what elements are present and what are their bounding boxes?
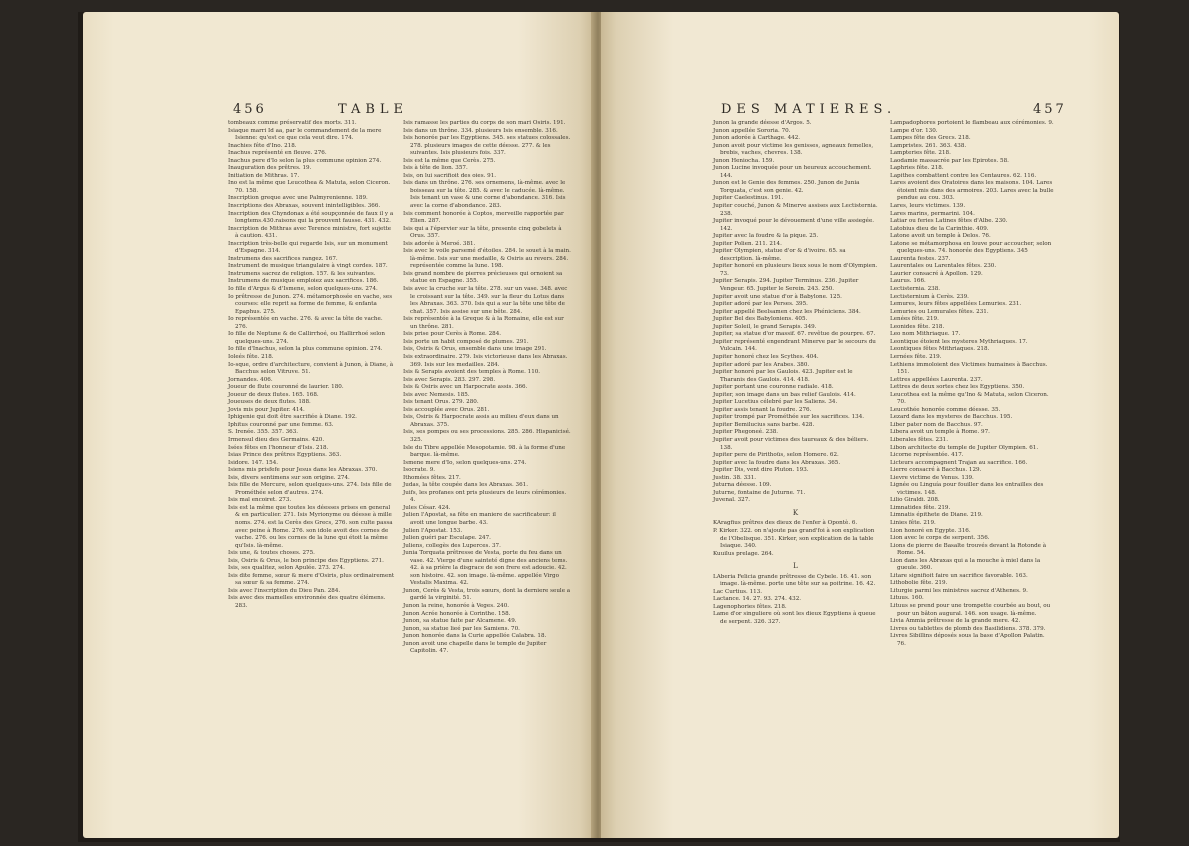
index-entry: Livia Ammia prêtresse de la grande mere. 42. — [890, 618, 1021, 625]
index-entry: Ismene mere d'Io, selon quelques-uns. 274. — [403, 459, 527, 466]
index-entry: Jupiter honoré chez les Scythes. 404. — [713, 353, 819, 360]
index-entry: Isis est la même que toutes les déesses prises en general & en particulier. 271. Isis Myrionyme ou déesse à mille noms. 274. est la Cerès des Grecs, 276. son culte passa avec peine à Rome. 276. son idole avoit des cornes de vache. 276. ou les cornes de la lune qui étoit la même qu'Isis. là-même. — [228, 504, 393, 549]
index-entry: Litare signifioit faire un sacrifice favorable. 163. — [890, 572, 1028, 579]
index-entry: Lares, leurs victimes. 139. — [890, 203, 966, 210]
index-entry: Junia Torquata prêtresse de Vesta, porte du feu dans un vase. 42. Vierge d'une sainteté digne des anciens tems. 42. à sa prière la disgrace de son frere est adoucie. 42. son histoire. 42. son image. là-même. appellée Virgo Vestalis Maxima. 42. — [403, 550, 568, 587]
index-entry: Isis mal encoiret. 273. — [228, 497, 292, 504]
index-entry: Latiar ou feries Latines fêtes d'Albe. 230. — [890, 218, 1008, 225]
index-entry: tombeaux comme préservatif des morts. 311. — [228, 120, 357, 126]
index-entry: Isis avec des mamelles environnée des quatre élémens. 283. — [228, 595, 386, 609]
index-entry: Isis avec le voile parsemé d'étoiles. 284. le souet à la main. là-même. Isis sur une medaille, & Osiris au revers. 284. représentée comme la lune. 198. — [403, 248, 571, 270]
index-entry: Isis dite femme, sœur & mere d'Osiris, plus ordinairement sa sœur & sa femme. 274. — [228, 572, 395, 587]
index-entry: Laphries fête. 218. — [890, 165, 944, 172]
index-entry: Initiation de Mithras. 17. — [228, 172, 300, 179]
index-entry: Instrumens de musique emploiez aux sacrifices. 186. — [228, 278, 379, 285]
index-entry: Lion honoré en Egypte. 316. — [890, 527, 971, 534]
index-entry: Isis dans un thrône. 276. ses ornemens, là-même. avec le boisseau sur la tête. 285. & avec le caducée. là-même. Isis tenant un vase & une corne d'abondance. 316. Isis avec la corne d'abondance. 283. — [403, 180, 566, 210]
index-entry: Junon, sa statue lieé par les Samiens. 70. — [403, 625, 520, 632]
index-entry: Lac Curtius. 113. — [713, 588, 763, 595]
index-entry: Isis, Osiris & Orus, le bon principe des Egyptiens. 271. — [228, 557, 384, 564]
index-entry: Leucothée honorée comme déesse. 35. — [890, 406, 1001, 413]
left-page — [83, 12, 595, 838]
index-entry: Isle du Tibre appellée Mesopotamie. 98. à la forme d'une barque. là-même. — [403, 444, 566, 459]
index-entry: Jupiter adoré par les Arabes. 380. — [713, 361, 810, 368]
index-entry: Latobius dieu de la Carinthie. 409. — [890, 225, 989, 232]
index-entry: Jupiter trompé par Prométhée sur les sacrifices. 134. — [713, 414, 865, 421]
index-entry: LAberia Felicia grande prêtresse de Cybele. 16. 41. son image. là-même. porte une tête sur sa poitrine. 16. 42. — [713, 573, 876, 588]
index-entry: Inachus pere d'Io selon la plus commune opinion 274. — [228, 157, 382, 164]
index-entry: Lagenophories fêtes. 218. — [713, 603, 787, 610]
index-entry: Inscription de Mithras avec Terence ministre, fort sujette à caution. 431. — [228, 225, 392, 240]
index-entry: Isis est la même que Cerès. 275. — [403, 157, 496, 164]
index-entry: Inscription très-belle qui regarde Isis, sur un monument d'Espagne. 314. — [228, 240, 388, 255]
index-entry: Lituus. 160. — [890, 595, 924, 602]
index-entry: Junon est le Genie des femmes. 250. Junon de Junia Torquata, c'est son genie. 42. — [713, 180, 860, 194]
index-entry: Jupiter couché, Junon & Minerve assises aux Lectisternia. 238. — [713, 203, 878, 217]
index-entry: Lilio Giraldi. 208. — [890, 497, 940, 504]
index-entry: Isis honorée par les Egyptiens. 345. ses statues colossales. 278. plusieurs images de cette déesse. 277. & les suivantes. Isis plusieurs fois. 337. — [403, 135, 571, 157]
index-entry: Lectisternia. 238. — [890, 286, 941, 293]
index-entry: Junon Acrée honorée à Corinthe. 158. — [403, 610, 511, 617]
index-entry: Jupiter honoré en plusieurs lieux sous le nom d'Olympien. 73. — [713, 263, 878, 277]
index-entry: Laurentales ou Larentales fêtes. 230. — [890, 263, 997, 270]
index-entry: Licorne représentée. 417. — [890, 452, 964, 459]
index-entry: Inscription des Chyndonax a été soupçonnée de faux il y a longtems.430.raisons qui la prouvent fausse. 431. 432. — [228, 210, 394, 225]
index-entry: Juturna déesse. 109. — [713, 482, 772, 489]
running-head: DES MATIERES. — [721, 102, 897, 117]
index-entry: Kuuilus prelage. 264. — [713, 550, 774, 557]
index-entry: Julien l'Apostat, sa fête en maniere de sacrificateur: il avoit une longue barbe. 43. — [403, 512, 556, 526]
index-entry: Inachies fête d'Ino. 218. — [228, 142, 297, 149]
index-entry: Latone se métamorphosa en louve pour accoucher, selon quelques-uns. 74. honorée des Egyptiens. 345 — [890, 240, 1052, 255]
index-entry: Lampadophores portoient le flambeau aux cérémonies. 9. — [890, 120, 1054, 126]
index-entry: Jupiter portant une couronne radiale. 418. — [713, 384, 834, 391]
index-entry: Isis accouplée avec Orus. 281. — [403, 406, 490, 413]
index-entry: Jules César. 424. — [403, 504, 451, 511]
index-entry: Isis grand nombre de pierres précieuses qui ornoient sa statue en Espagne. 355. — [403, 270, 563, 285]
index-entry: Io représentée en vache. 276. & avec la tête de vache. 276. — [228, 316, 383, 330]
index-column — [228, 120, 396, 611]
index-entry: Instrumens sacrez de religion. 157. & les suivantes. — [228, 270, 376, 277]
index-entry: Juvenal. 327. — [713, 497, 751, 504]
index-entry: KAragfius prêtres des dieux de l'enfer à Opontè. 6. — [713, 520, 858, 527]
index-entry: Jupiter Caelestinus. 191. — [713, 195, 784, 202]
index-entry: Lethiens immoloient des Victimes humaines à Bacchus. 151. — [890, 361, 1048, 376]
index-entry: Limnatis épithete de Diane. 219. — [890, 512, 983, 519]
index-entry: Jupiter, son image dans un bas relief Gaulois. 414. — [713, 391, 856, 398]
index-entry: Jupiter appellé Beelsamen chez les Phéniciens. 384. — [713, 308, 861, 315]
index-entry: Leucothea est la même qu'Ino & Matuta, selon Ciceron. 70. — [890, 391, 1049, 406]
index-entry: Isis ramasse les parties du corps de son mari Osiris. 191. — [403, 120, 566, 126]
index-entry: Isis avec Nemesis. 185. — [403, 391, 470, 398]
index-entry: Isis une, & toutes choses. 275. — [228, 550, 315, 557]
index-entry: Limnatides fête. 219. — [890, 504, 951, 511]
index-entry: Junon la reine, honorée à Veges. 240. — [403, 603, 510, 609]
page-number: 457 — [1033, 102, 1067, 117]
index-entry: Iphigenie qui doit être sacrifiée à Diane. 192. — [228, 414, 357, 421]
index-entry: Isocrate. 9. — [403, 467, 436, 474]
index-entry: Liberales fêtes. 231. — [890, 436, 948, 443]
index-entry: Isis qui a l'épervier sur la tête, presente cinq gobelets à Orus. 357. — [403, 225, 562, 240]
index-entry: Ioleés fête. 218. — [228, 353, 274, 360]
index-column — [890, 120, 1055, 648]
index-entry: Linies fête. 219. — [890, 519, 936, 526]
index-entry: Juturne, fontaine de Juturne. 71. — [713, 489, 806, 496]
index-entry: Isis adorée à Meroé. 381. — [403, 240, 476, 247]
index-entry: Lezard dans les mysteres de Bacchus. 195. — [890, 414, 1013, 421]
index-entry: Jupiter Polien. 211. 214. — [713, 240, 782, 247]
index-entry: Isis, on lui sacrifioit des oies. 91. — [403, 172, 497, 179]
index-entry: P. Kirker. 322. on n'ajoute pas grand'foi à son explication de l'Obelisque. 351. Kirker, son explication de la table Isiaque. 340. — [713, 527, 875, 550]
index-entry: Jupiter Dis, vent dire Pluton. 193. — [713, 467, 809, 474]
index-entry: Junon, Cerès & Vesta, trois sœurs, dont la derniere seule a gardé la virginité. 51. — [403, 587, 571, 602]
index-entry: Liturgie parmi les ministres sacrez d'Athenes. 9. — [890, 587, 1028, 594]
index-entry: Jupiter Soleil, le grand Serapis. 349. — [713, 323, 817, 330]
index-entry: Io prêtresse de Junon. 274. métamorphosée en vache, ses courses: elle reprit sa forme de femme, & enfanta Epaphus. 275. — [228, 293, 393, 315]
index-entry: Ino est la même que Leucothea & Matuta, selon Ciceron. 70. 158. — [228, 180, 391, 194]
index-entry: Isiens mis prisfefe pour Jesus dans les Abraxas. 370. — [228, 467, 378, 474]
index-entry: Inauguration des prêtres. 19. — [228, 165, 312, 172]
index-entry: Libon architecte du temple de Jupiter Olympien. 61. — [890, 444, 1039, 451]
index-entry: Lions de pierre de Basalte trouvés devant la Rotonde à Rome. 54. — [890, 542, 1047, 557]
index-entry: Isées fêtes en l'honneur d'Isis. 218. — [228, 444, 329, 451]
index-entry: Leontique étoient les mysteres Mythriaques. 17. — [890, 338, 1028, 345]
index-entry: Lampes fête des Grecs. 218. — [890, 135, 971, 142]
index-entry: Jupiter avoit une statue d'or à Babylone. 125. — [713, 293, 842, 300]
index-entry: Jovis mis pour Jupiter. 414. — [228, 406, 305, 413]
index-entry: Lierre consacré à Bacchus. 129. — [890, 467, 982, 474]
index-entry: Isis, ses qualitez, selon Apulée. 273. 274. — [228, 565, 345, 572]
index-entry: Jupiter assis tenant la foudre. 276. — [713, 406, 812, 413]
index-entry: Lignée ou Linguía pour fouiller dans les entrailles des victimes. 148. — [890, 482, 1044, 496]
index-entry: Junon honorée dans la Curie appellée Calabra. 18. — [403, 633, 547, 640]
index-entry: Isis avec Serapis. 283. 297. 298. — [403, 376, 496, 383]
index-entry: Junon la grande déesse d'Argos. 5. — [713, 120, 812, 126]
index-entry: Laodamie massacrée par les Epirotes. 58. — [890, 157, 1009, 164]
index-entry: Lettres appellées Laurenta. 237. — [890, 376, 983, 383]
index-entry: Lame d'or singuliere où sont les dieux Egyptiens à queue de serpent. 326. 327. — [713, 611, 876, 625]
index-entry: Io fille d'Argus & d'Ismene, selon quelques-uns. 274. — [228, 286, 378, 293]
index-entry: Julien l'Apostat. 153. — [403, 527, 463, 534]
index-column — [403, 120, 571, 656]
index-entry: Joueuses de deux flutes. 188. — [228, 399, 311, 406]
index-entry: Jupiter invoqué pour le dévouement d'une ville assiegée. 142. — [713, 218, 875, 232]
index-entry: Justin. 38. 331. — [713, 474, 757, 481]
index-entry: Iphitus couronné par une femme. 63. — [228, 421, 334, 428]
index-entry: Isias Prince des prêtres Egyptiens. 363. — [228, 452, 342, 459]
index-entry: Lituus se prend pour une trompette courbée au bout, ou pour un bâton augural. 146. son usage. là-même. — [890, 603, 1051, 617]
index-column — [713, 120, 878, 627]
index-entry: Juifs, les profanes ont pris plusieurs de leurs cérémonies. 4. — [403, 489, 567, 504]
index-entry: Isis, Osiris & Harpocrate assis au milieu d'eux dans un Abraxas. 375. — [403, 414, 559, 428]
index-entry: Junon Heniocha. 159. — [713, 157, 775, 164]
index-entry: Licteurs accompagnent Trajan au sacrifice. 166. — [890, 459, 1028, 466]
index-entry: Isidore. 147. 154. — [228, 459, 279, 466]
index-entry: Livres ou tablettes de plomb des Basilidiens. 378. 379. — [890, 625, 1046, 632]
index-entry: Io fille de Neptune & de Callirrhoé, ou Hallirrhoé selon quelques-uns. 274. — [228, 331, 386, 345]
index-entry: Isis extraordinaire. 279. Isis victorieuse dans les Abraxas. 369. Isis sur les medailles. 284. — [403, 353, 568, 368]
index-entry: Junon avoit une chapelle dans le temple de Jupiter Capitolin. 47. — [403, 640, 547, 655]
index-entry: Jupiter pere de Pirithoüs, selon Homere. 62. — [713, 452, 839, 459]
index-entry: Leontiques fêtes Mithriaques. 218. — [890, 346, 990, 353]
index-entry: Ithomées fêtes. 217. — [403, 474, 461, 481]
index-entry: Isis, Osiris & Orus, ensemble dans une image 291. — [403, 346, 547, 353]
index-entry: Irmensul dieu des Germains. 420. — [228, 436, 325, 443]
index-entry: Julien guéri par Esculape. 247. — [403, 535, 491, 542]
open-book — [78, 12, 1120, 842]
index-entry: Lares marins, permarini. 104. — [890, 210, 975, 217]
index-entry: Isis représentée à la Greque & à la Romaine, elle est sur un thrône. 281. — [403, 316, 564, 330]
index-entry: Lemures, leurs fêtes appellées Lemuries. 231. — [890, 301, 1022, 308]
index-entry: Jupiter avec la foudre & la pique. 25. — [713, 233, 819, 240]
index-entry: Junon Lucine invoquée pour un heureux accouchement. 144. — [713, 165, 872, 179]
index-entry: Isis avec l'inscription du Dieu Pan. 284. — [228, 587, 341, 594]
index-entry: S. Irenée. 355. 357. 363. — [228, 429, 299, 436]
index-entry: Jupiter Bemilucius sans barbe. 428. — [713, 421, 815, 428]
index-entry: Lares avoient des Oratoires dans les maisons. 104. Lares étoient mis dans des armoires. 203. Lares avec la bulle pendue au cou. 303. — [890, 180, 1054, 202]
index-entry: Inscriptions des Abraxas, souvent inintelligibles. 366. — [228, 203, 381, 210]
index-entry: Isis comment honorée à Coptos, merveille rapportée par Elien. 287. — [403, 210, 564, 225]
index-entry: Livres Sibillins déposés sous la base d'Apollon Palatin. 76. — [890, 633, 1045, 647]
index-entry: Isis avec la cruche sur la tête. 278. sur un vase. 348. avec le croissant sur la tête. 349. sur la fleur du Lotus dans les Abraxas. 363. 370. Isis qui a sur la tête une tête de chat. 357. Isis assise sur une bête. 284. — [403, 286, 568, 315]
index-entry: Jupiter Bel des Babyloniens. 405. — [713, 316, 808, 323]
index-entry: Lapithes combattent contre les Centaures. 62. 116. — [890, 172, 1037, 179]
index-entry: Lievre victime de Venus. 139. — [890, 474, 974, 481]
index-entry: Junon avoit pour victime les genisses, agneaux femelles, brebis, vaches, chevres. 138. — [713, 142, 874, 157]
index-entry: Leo nom Mithriaque. 17. — [890, 331, 961, 338]
section-letter: L — [793, 562, 798, 571]
index-entry: Jupiter représenté engendrant Minerve par le secours du Vulcain. 144. — [713, 338, 876, 353]
index-entry: Io fille d'Inachus, selon la plus commune opinion. 274. — [228, 346, 383, 353]
index-entry: Lettres de deux sortes chez les Egyptiens. 350. — [890, 384, 1025, 391]
section-letter: K — [792, 508, 799, 517]
index-entry: Jornandes. 406. — [228, 376, 273, 383]
index-entry: Laurier consacré à Apollon. 129. — [890, 270, 983, 277]
index-entry: Inscription greque avec une Palmyrenienne. 189. — [228, 195, 368, 202]
index-entry: Isis, divers sentimens sur son origine. 274. — [228, 474, 350, 481]
index-entry: Lion avec le corps de serpent. 356. — [890, 535, 990, 542]
index-entry: Jupiter honoré par les Gaulois. 423. Jupiter est le Tharanis des Gaulois. 414. 418. — [713, 369, 853, 383]
index-entry: Isis tenant Orus. 279. 280. — [403, 399, 479, 406]
index-entry: Isiaque marri Id aa, par le commandement de la mere Isienne: qu'est ce que cela veut dire. 174. — [228, 127, 382, 142]
index-entry: Liber pater nom de Bacchus. 97. — [890, 421, 983, 428]
index-entry: Latone avoit un temple à Delos. 76. — [890, 233, 991, 240]
index-entry: Jupiter Serapis. 294. Jupiter Terminus. 236. Jupiter Vengeur. 65. Jupiter le Serein. 243. 250. — [713, 278, 859, 293]
index-entry: Instrumens des sacrifices rangez. 167. — [228, 255, 338, 262]
index-entry: Lithobolie fête. 219. — [890, 580, 948, 587]
right-page — [601, 12, 1119, 838]
index-entry: Juliens, collegès des Luperces. 37. — [403, 542, 501, 549]
index-entry: Isis, ses pompes ou ses processions. 285. 286. Hispanicisé. 325. — [403, 429, 571, 443]
index-entry: Junon, sa statue faite par Alcamene. 49. — [403, 618, 517, 625]
index-entry: Jupiter avoit pour victimes des taureaux & des béliers. 138. — [713, 436, 869, 451]
index-entry: Lampe d'or. 130. — [890, 127, 938, 134]
index-entry: Jupiter Olympien, statue d'or & d'ivoire. 65. sa description. là-même. — [713, 248, 846, 262]
index-entry: Instrument de musique triangulaire à vingt cordes. 187. — [228, 263, 388, 270]
running-head: TABLE — [338, 102, 409, 117]
index-entry: Libera avoit un temple à Rome. 97. — [890, 429, 990, 436]
index-entry: Lampteries fête. 218. — [890, 150, 951, 157]
index-entry: Isis & Osiris avec un Harpocrate assis. 366. — [403, 384, 528, 391]
index-entry: Lactance. 14. 27. 93. 274. 432. — [713, 596, 802, 603]
index-entry: Junon appellée Sororia. 70. — [713, 127, 791, 134]
index-entry: Isis à tête de lion. 357. — [403, 165, 468, 172]
index-entry: Isis prise pour Cerès à Rome. 284. — [403, 331, 502, 338]
index-entry: Lemuries ou Lemurales fêtes. 231. — [890, 308, 989, 315]
index-entry: Isis dans un thrône. 334. plusieurs Isis ensemble. 316. — [403, 127, 558, 134]
index-entry: Lion dans les Abraxas qui a la mouche à miel dans la gueule. 360. — [890, 557, 1041, 572]
index-entry: Isis & Serapis avoient des temples à Rome. 110. — [403, 369, 541, 376]
index-entry: Jupiter Lucetius célebré par les Saliens. 34. — [713, 399, 838, 406]
index-entry: Jupiter, sa statue d'or massif. 67. revêtue de pourpre. 67. — [713, 331, 876, 338]
index-entry: Inachus représenté en fleuve. 276. — [228, 150, 327, 157]
index-entry: Laurus. 166. — [890, 278, 926, 285]
index-entry: Jupiter Phegoneé. 238. — [713, 429, 779, 436]
index-entry: Jupiter avec la foudre dans les Abraxas. 365. — [713, 459, 841, 466]
index-entry: Lampristes. 261. 363. 438. — [890, 142, 967, 149]
page-number: 456 — [233, 102, 267, 117]
index-entry: Joueur de deux flutes. 165. 168. — [228, 391, 319, 398]
index-entry: Leonides fête. 218. — [890, 323, 945, 330]
index-entry: Lenées fête. 219. — [890, 316, 939, 323]
index-entry: Laurenta festes. 237. — [890, 255, 951, 262]
index-entry: Joueur de flute couronné de laurier. 180. — [228, 384, 344, 391]
index-entry: Jupiter adoré par les Perses. 395. — [713, 301, 808, 308]
index-entry: Io-sque, ordre d'architecture, convient à Junon, à Diane, à Bacchus selon Vitruve. 51. — [228, 361, 394, 376]
index-entry: Lectisternium à Cerès. 239. — [890, 293, 969, 300]
index-entry: Junon adorée à Carthage. 442. — [713, 135, 801, 142]
index-entry: Lernées fête. 219. — [890, 353, 942, 360]
index-entry: Isis porte un habit composé de plumes. 291. — [403, 338, 529, 345]
index-entry: Isis fille de Mercure, selon quelques-uns. 274. Isis fille de Prométhée selon d'autres. 274. — [228, 482, 392, 496]
index-entry: Judas, la tête coupée dans les Abraxas. 361. — [403, 482, 528, 489]
